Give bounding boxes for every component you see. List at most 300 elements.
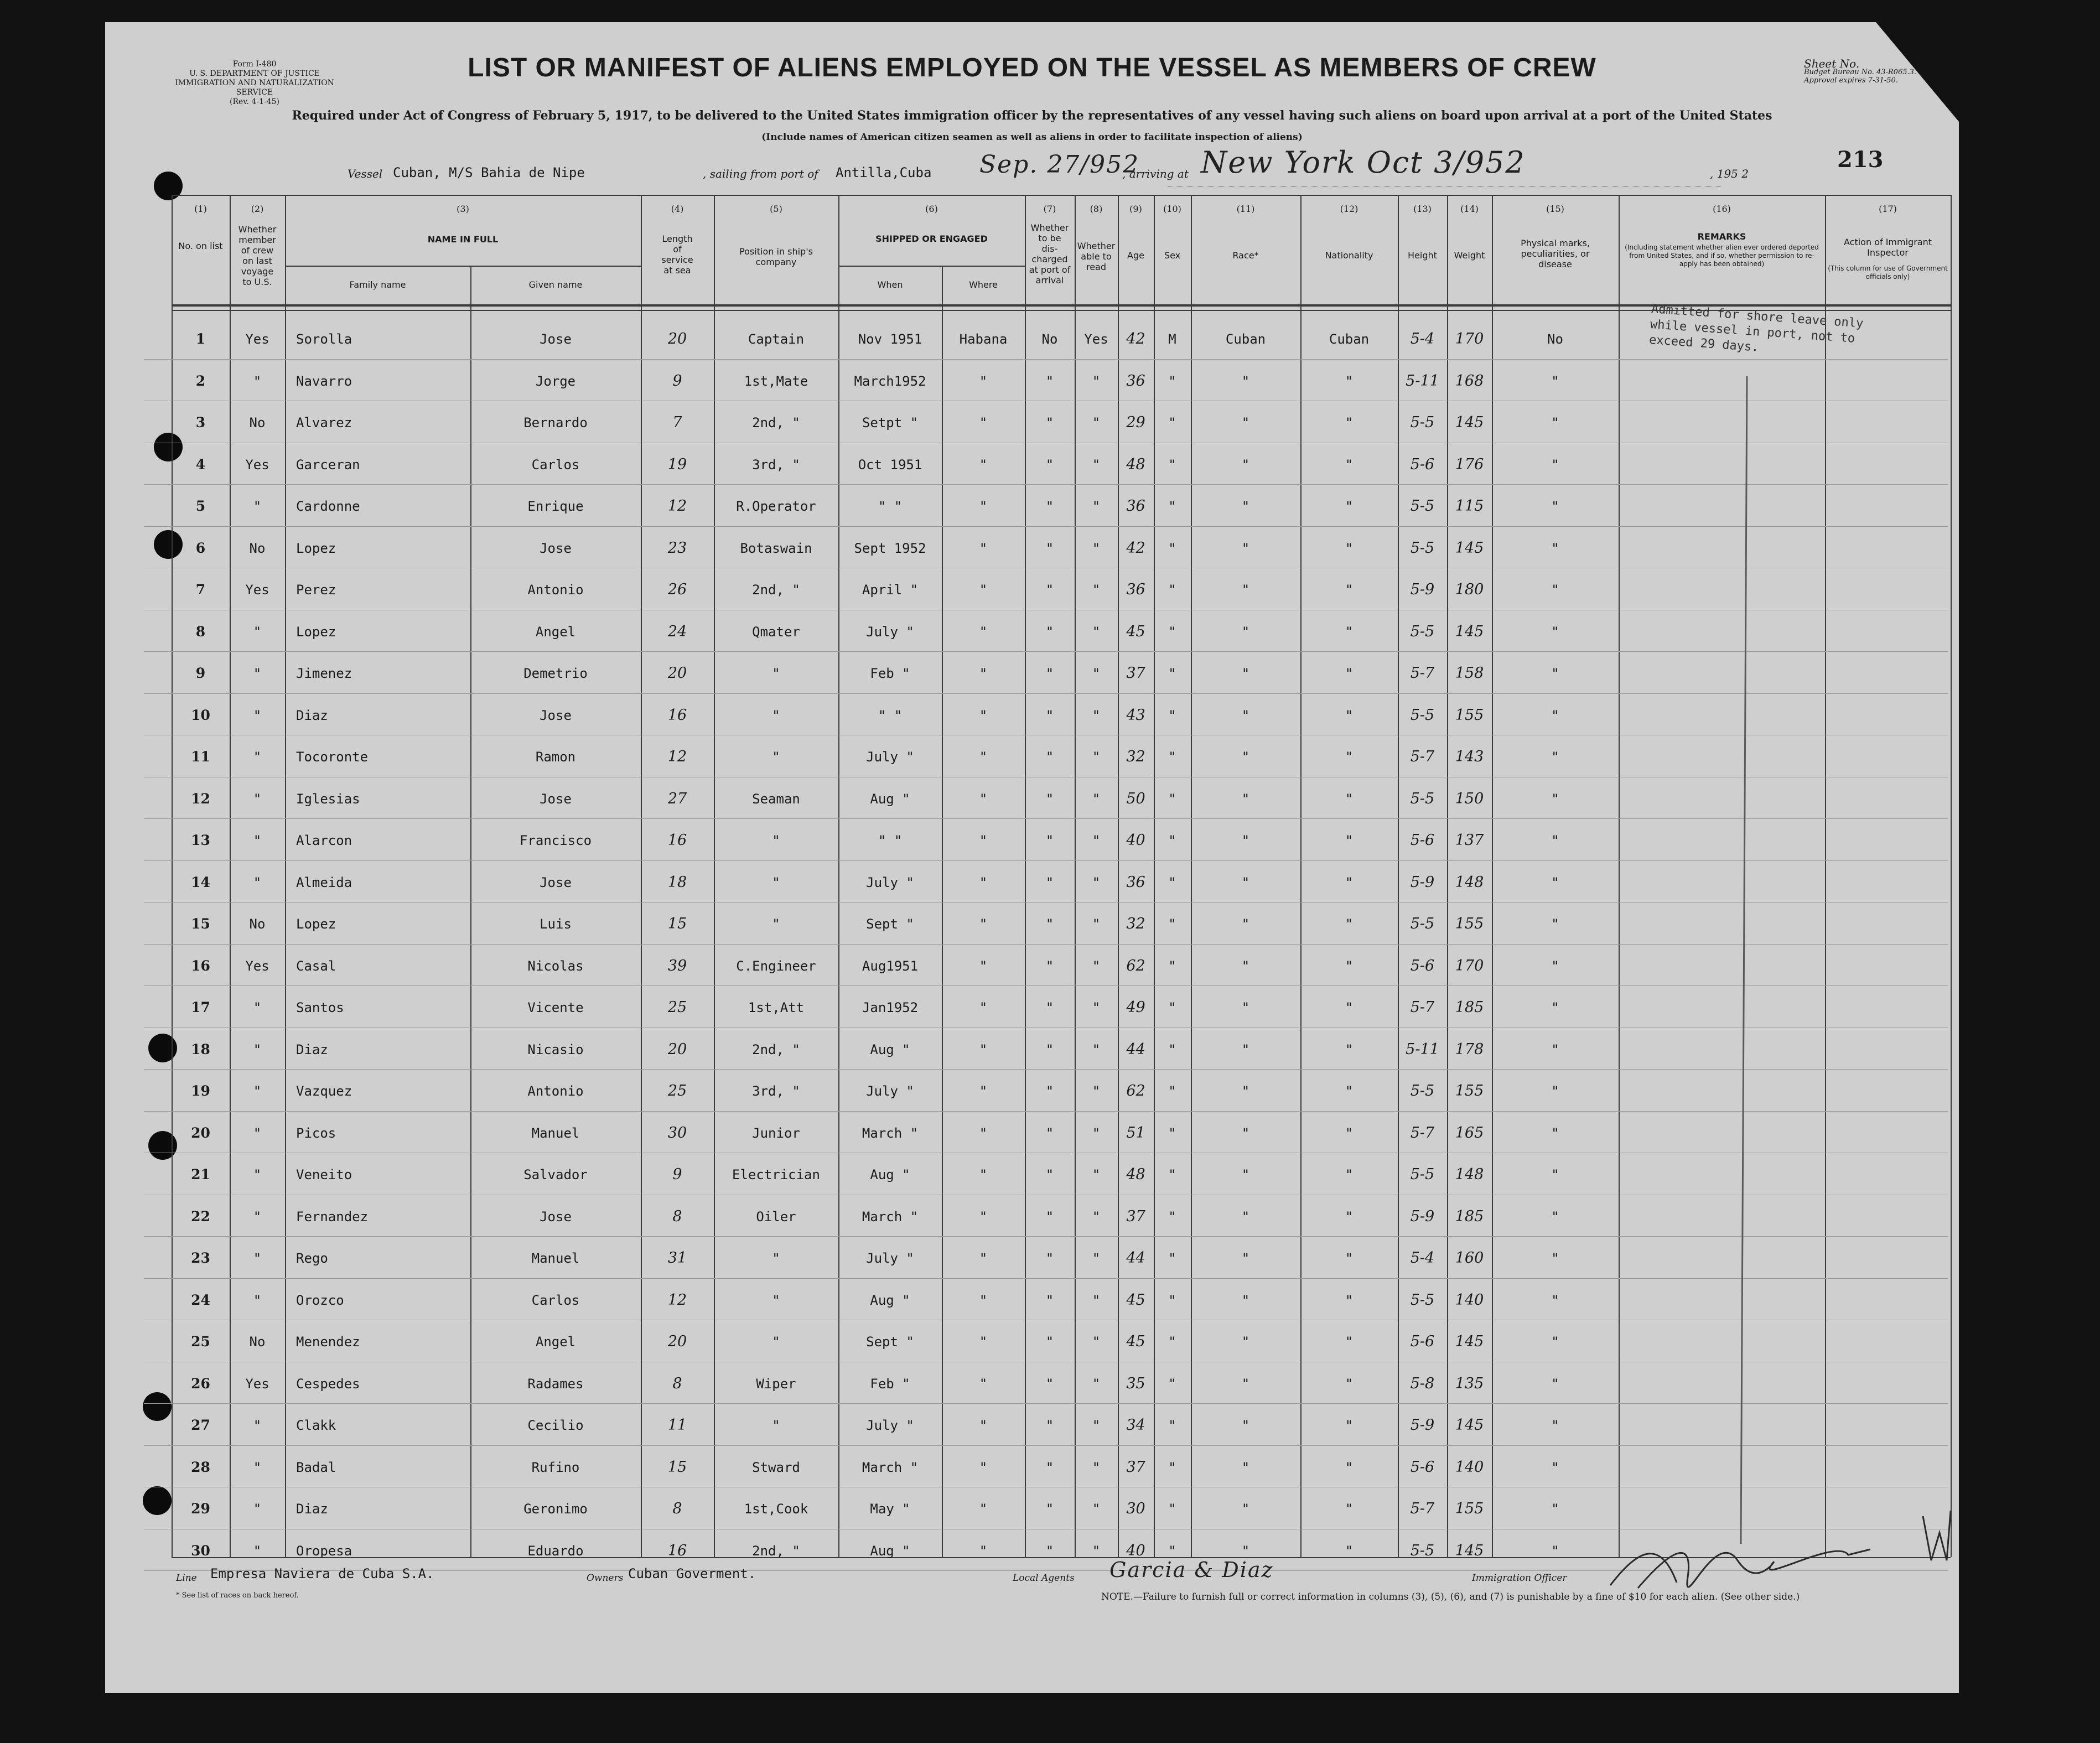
cell-height: 5-7 — [1410, 1500, 1435, 1517]
cell-service: 12 — [667, 748, 687, 765]
cell-no: 13 — [191, 832, 210, 848]
races-note: * See list of races on back hereof. — [176, 1591, 299, 1600]
cell-when: Aug " — [870, 1041, 910, 1057]
cell-race: " — [1241, 499, 1250, 514]
cell-height: 5-5 — [1410, 622, 1435, 640]
cell-marks: " — [1551, 1041, 1559, 1057]
cell-sex: M — [1168, 331, 1176, 347]
cell-weight: 150 — [1455, 790, 1484, 807]
cell-service: 15 — [667, 915, 687, 932]
cell-read: " — [1092, 1000, 1101, 1015]
cell-nationality: " — [1345, 707, 1354, 723]
col-number: (9) — [1129, 204, 1142, 214]
cell-prev: " — [253, 1501, 262, 1517]
col-number: (6) — [925, 204, 938, 214]
cell-sex: " — [1168, 1459, 1176, 1475]
col-header: Nationality — [1325, 250, 1373, 261]
col-header: REMARKS — [1697, 231, 1746, 242]
cell-given: Francisco — [519, 833, 592, 848]
cell-sex: " — [1168, 1208, 1176, 1225]
cell-where: " — [979, 874, 988, 890]
crew-row — [105, 1321, 1959, 1363]
cell-sex: " — [1168, 749, 1176, 765]
col-header: Whether to be dis- charged at port of arrival — [1029, 222, 1071, 286]
cell-prev: " — [253, 833, 262, 848]
col-number: (8) — [1090, 204, 1103, 214]
cell-marks: " — [1551, 1208, 1559, 1225]
cell-service: 23 — [667, 539, 687, 557]
cell-race: " — [1241, 373, 1250, 389]
cell-prev: " — [253, 1208, 262, 1225]
cell-discharged: " — [1045, 1501, 1054, 1517]
crew-row — [105, 1196, 1959, 1238]
crew-row — [105, 1404, 1959, 1446]
cell-race: " — [1241, 1041, 1250, 1057]
cell-race: " — [1241, 1543, 1250, 1559]
row-rule — [144, 1069, 1948, 1070]
cell-sex: " — [1168, 1125, 1176, 1141]
cell-sex: " — [1168, 874, 1176, 890]
cell-prev: No — [249, 916, 266, 932]
cell-position: " — [772, 1334, 780, 1350]
crew-row — [105, 1363, 1959, 1405]
cell-when: March " — [862, 1459, 919, 1475]
cell-given: Manuel — [531, 1125, 580, 1141]
cell-where: " — [979, 666, 988, 681]
cell-prev: " — [253, 1418, 262, 1433]
cell-where: " — [979, 916, 988, 932]
cell-read: " — [1092, 1376, 1101, 1392]
cell-prev: " — [253, 666, 262, 681]
sailing-label: , sailing from port of — [703, 167, 818, 180]
subtitle: Required under Act of Congress of February 5, 1917, to be delivered to the United States immigration officer by the representatives of any vessel having such aliens on board upon arrival at a port of the United States — [292, 108, 1772, 123]
cell-when: July " — [866, 874, 914, 890]
crew-row — [105, 778, 1959, 820]
cell-read: " — [1092, 1125, 1101, 1141]
cell-discharged: " — [1045, 666, 1054, 681]
col-header: Action of Immigrant Inspector — [1844, 237, 1932, 258]
cell-family: Alarcon — [296, 833, 352, 848]
cell-sex: " — [1168, 1418, 1176, 1433]
cell-sex: " — [1168, 540, 1176, 556]
cell-nationality: " — [1345, 540, 1354, 556]
cell-nationality: " — [1345, 373, 1354, 389]
cell-where: " — [979, 582, 988, 598]
cell-sex: " — [1168, 1041, 1176, 1057]
cell-nationality: " — [1345, 1208, 1354, 1225]
cell-nationality: " — [1345, 791, 1354, 807]
col-header: Family name — [349, 279, 406, 290]
cell-given: Nicolas — [527, 958, 584, 974]
cell-marks: " — [1551, 707, 1559, 723]
cell-given: Jorge — [535, 373, 576, 389]
cell-position: Stward — [752, 1459, 800, 1475]
cell-nationality: " — [1345, 499, 1354, 514]
cell-service: 25 — [667, 1082, 687, 1099]
officer-label: Immigration Officer — [1472, 1573, 1567, 1584]
cell-position: 2nd, " — [752, 415, 800, 430]
cell-nationality: " — [1345, 1501, 1354, 1517]
cell-marks: " — [1551, 1292, 1559, 1308]
crew-row — [105, 1446, 1959, 1488]
cell-nationality: " — [1345, 833, 1354, 848]
cell-sex: " — [1168, 373, 1176, 389]
cell-nationality: " — [1345, 1334, 1354, 1350]
cell-where: " — [979, 1418, 988, 1433]
cell-where: " — [979, 1292, 988, 1308]
cell-no: 20 — [191, 1124, 210, 1141]
cell-nationality: " — [1345, 1251, 1354, 1266]
cell-where: " — [979, 1334, 988, 1350]
cell-nationality: " — [1345, 874, 1354, 890]
cell-prev: Yes — [245, 331, 269, 347]
cell-race: " — [1241, 415, 1250, 430]
cell-prev: Yes — [245, 958, 269, 974]
cell-height: 5-7 — [1410, 665, 1435, 682]
cell-height: 5-9 — [1410, 1417, 1435, 1434]
cell-given: Jose — [540, 707, 572, 723]
cell-weight: 145 — [1455, 539, 1484, 557]
cell-where: " — [979, 1251, 988, 1266]
cell-marks: " — [1551, 791, 1559, 807]
cell-weight: 145 — [1455, 1333, 1484, 1350]
cell-read: " — [1092, 1251, 1101, 1266]
cell-no: 3 — [195, 414, 206, 430]
cell-where: " — [979, 958, 988, 974]
crew-row — [105, 1070, 1959, 1112]
cell-when: Aug " — [870, 1543, 910, 1559]
cell-position: Wiper — [756, 1376, 796, 1392]
crew-row — [105, 1237, 1959, 1279]
officer-signature — [1605, 1516, 1915, 1599]
cell-position: " — [772, 666, 780, 681]
cell-where: " — [979, 456, 988, 473]
cell-where: " — [979, 1459, 988, 1475]
cell-position: C.Engineer — [736, 958, 816, 974]
cell-given: Manuel — [531, 1251, 580, 1266]
cell-sex: " — [1168, 1083, 1176, 1099]
cell-race: " — [1241, 1125, 1250, 1141]
cell-no: 28 — [191, 1459, 210, 1475]
cell-when: Sept " — [866, 1334, 914, 1350]
cell-weight: 140 — [1455, 1291, 1484, 1309]
cell-weight: 143 — [1455, 748, 1484, 765]
cell-read: Yes — [1084, 331, 1108, 347]
cell-given: Eduardo — [527, 1543, 584, 1559]
col-header: When — [877, 279, 903, 290]
cell-where: " — [979, 540, 988, 556]
cell-age: 37 — [1126, 1207, 1145, 1225]
cell-height: 5-5 — [1410, 1542, 1435, 1559]
cell-discharged: " — [1045, 1418, 1054, 1433]
cell-where: " — [979, 1041, 988, 1057]
cell-position: " — [772, 833, 780, 848]
cell-service: 26 — [667, 581, 687, 598]
cell-no: 1 — [195, 331, 206, 347]
cell-discharged: " — [1045, 874, 1054, 890]
cell-when: April " — [862, 582, 919, 598]
cell-read: " — [1092, 916, 1101, 932]
row-rule — [144, 944, 1948, 945]
cell-marks: " — [1551, 624, 1559, 640]
col-header: Physical marks, peculiarities, or disease — [1521, 238, 1590, 269]
cell-given: Geronimo — [523, 1501, 588, 1517]
cell-race: " — [1241, 958, 1250, 974]
cell-height: 5-5 — [1410, 1166, 1435, 1183]
cell-no: 16 — [191, 957, 210, 974]
cell-weight: 155 — [1455, 706, 1484, 724]
cell-read: " — [1092, 624, 1101, 640]
cell-height: 5-6 — [1410, 832, 1435, 849]
cell-prev: " — [253, 1041, 262, 1057]
cell-marks: " — [1551, 666, 1559, 681]
cell-when: Aug " — [870, 1292, 910, 1308]
cell-weight: 145 — [1455, 1542, 1484, 1559]
cell-position: " — [772, 749, 780, 765]
col-header: NAME IN FULL — [427, 234, 499, 245]
col-number: (13) — [1413, 204, 1432, 214]
cell-discharged: " — [1045, 540, 1054, 556]
row-rule — [144, 484, 1948, 485]
cell-service: 7 — [672, 414, 682, 431]
cell-read: " — [1092, 1083, 1101, 1099]
cell-height: 5-7 — [1410, 999, 1435, 1016]
crew-row — [105, 527, 1959, 569]
cell-read: " — [1092, 1208, 1101, 1225]
cell-age: 36 — [1126, 372, 1145, 390]
agents-value: Garcia & Diaz — [1109, 1558, 1274, 1582]
cell-where: " — [979, 1167, 988, 1182]
cell-position: " — [772, 1251, 780, 1266]
cell-age: 36 — [1126, 497, 1145, 515]
owners-value: Cuban Goverment. — [628, 1566, 756, 1581]
cell-weight: 145 — [1455, 414, 1484, 431]
crew-row — [105, 987, 1959, 1029]
cell-discharged: " — [1045, 373, 1054, 389]
cell-given: Jose — [540, 874, 572, 890]
crew-row — [105, 611, 1959, 653]
line-value: Empresa Naviera de Cuba S.A. — [210, 1566, 434, 1581]
cell-weight: 170 — [1455, 957, 1484, 974]
cell-age: 45 — [1126, 1291, 1145, 1309]
manifest-page — [105, 22, 1959, 1693]
crew-row — [105, 903, 1959, 945]
cell-given: Vicente — [527, 1000, 584, 1015]
col-number: (15) — [1546, 204, 1564, 214]
sheet-info: Sheet No. Budget Bureau No. 43-R065.3. Approval expires 7-31-50. — [1804, 57, 1917, 85]
col-header: Height — [1408, 250, 1437, 261]
cell-nationality: " — [1345, 1292, 1354, 1308]
cell-height: 5-5 — [1410, 1291, 1435, 1309]
crew-row — [105, 819, 1959, 862]
cell-race: " — [1241, 624, 1250, 640]
col-header: Whether member of crew on last voyage to U.S. — [238, 224, 277, 287]
cell-marks: " — [1551, 1251, 1559, 1266]
cell-discharged: " — [1045, 707, 1054, 723]
cell-weight: 185 — [1455, 1207, 1484, 1225]
crew-row — [105, 1029, 1959, 1071]
cell-prev: " — [253, 624, 262, 640]
cell-position: 3rd, " — [752, 456, 800, 473]
cell-nationality: " — [1345, 666, 1354, 681]
remarks-note: Admitted for shore leave only while vessel in port, not to exceed 29 days. — [1648, 302, 1864, 355]
cell-prev: " — [253, 749, 262, 765]
cell-read: " — [1092, 874, 1101, 890]
crew-row — [105, 569, 1959, 611]
cell-height: 5-7 — [1410, 1124, 1435, 1142]
cell-height: 5-8 — [1410, 1374, 1435, 1392]
cell-prev: " — [253, 1292, 262, 1308]
cell-given: Nicasio — [527, 1041, 584, 1057]
cell-marks: " — [1551, 499, 1559, 514]
cell-when: Aug " — [870, 791, 910, 807]
cell-no: 24 — [191, 1291, 210, 1308]
cell-age: 40 — [1126, 1542, 1145, 1559]
cell-race: " — [1241, 874, 1250, 890]
cell-discharged: " — [1045, 1334, 1054, 1350]
cell-discharged: " — [1045, 958, 1054, 974]
cell-marks: " — [1551, 456, 1559, 473]
cell-given: Rufino — [531, 1459, 580, 1475]
crew-row — [105, 402, 1959, 444]
cell-read: " — [1092, 415, 1101, 430]
cell-marks: " — [1551, 540, 1559, 556]
col-header: Age — [1127, 250, 1144, 261]
cell-given: Cecilio — [527, 1418, 584, 1433]
cell-race: " — [1241, 456, 1250, 473]
cell-where: Habana — [959, 331, 1008, 347]
cell-discharged: " — [1045, 749, 1054, 765]
cell-weight: 155 — [1455, 915, 1484, 932]
cell-age: 32 — [1126, 748, 1145, 765]
cell-prev: " — [253, 1251, 262, 1266]
cell-age: 51 — [1126, 1124, 1145, 1142]
cell-when: May " — [870, 1501, 910, 1517]
cell-prev: " — [253, 707, 262, 723]
cell-nationality: " — [1345, 456, 1354, 473]
cell-service: 20 — [667, 1040, 687, 1058]
vessel-name: Cuban, M/S Bahia de Nipe — [393, 165, 585, 180]
cell-prev: " — [253, 791, 262, 807]
cell-service: 30 — [667, 1124, 687, 1142]
page-title: LIST OR MANIFEST OF ALIENS EMPLOYED ON THE VESSEL AS MEMBERS OF CREW — [468, 53, 1596, 82]
cell-marks: No — [1547, 331, 1563, 347]
cell-service: 11 — [667, 1417, 687, 1434]
cell-where: " — [979, 1501, 988, 1517]
cell-weight: 140 — [1455, 1458, 1484, 1476]
agents-label: Local Agents — [1013, 1573, 1075, 1584]
cell-age: 29 — [1126, 414, 1145, 431]
cell-service: 24 — [667, 622, 687, 640]
col-header-note: (This column for use of Government officials only) — [1828, 264, 1948, 281]
col-header: No. on list — [178, 241, 223, 251]
cell-marks: " — [1551, 916, 1559, 932]
cell-prev: " — [253, 1125, 262, 1141]
cell-weight: 145 — [1455, 1417, 1484, 1434]
cell-discharged: No — [1041, 331, 1058, 347]
cell-discharged: " — [1045, 415, 1054, 430]
owners-label: Owners — [587, 1573, 624, 1584]
cell-position: Junior — [752, 1125, 800, 1141]
cell-race: " — [1241, 707, 1250, 723]
include-note: (Include names of American citizen seamen as well as aliens in order to facilitate inspection of aliens) — [761, 132, 1303, 143]
cell-race: " — [1241, 749, 1250, 765]
crew-row — [105, 945, 1959, 987]
cell-no: 6 — [195, 540, 206, 556]
col-number: (17) — [1879, 204, 1897, 214]
cell-given: Luis — [540, 916, 572, 932]
cell-service: 12 — [667, 497, 687, 515]
cell-race: " — [1241, 791, 1250, 807]
cell-family: Cespedes — [296, 1376, 360, 1392]
cell-weight: 155 — [1455, 1500, 1484, 1517]
cell-race: " — [1241, 1418, 1250, 1433]
cell-given: Bernardo — [523, 415, 588, 430]
cell-marks: " — [1551, 874, 1559, 890]
cell-discharged: " — [1045, 1125, 1054, 1141]
cell-no: 23 — [191, 1250, 210, 1266]
cell-age: 43 — [1126, 706, 1145, 724]
cell-service: 16 — [667, 832, 687, 849]
cell-height: 5-5 — [1410, 1082, 1435, 1099]
cell-read: " — [1092, 373, 1101, 389]
cell-service: 19 — [667, 455, 687, 473]
cell-when: March " — [862, 1208, 919, 1225]
cell-race: " — [1241, 1459, 1250, 1475]
cell-sex: " — [1168, 1501, 1176, 1517]
cell-height: 5-5 — [1410, 414, 1435, 431]
cell-prev: " — [253, 1083, 262, 1099]
cell-where: " — [979, 1208, 988, 1225]
cell-age: 44 — [1126, 1040, 1145, 1058]
cell-given: Jose — [540, 540, 572, 556]
cell-race: " — [1241, 1292, 1250, 1308]
cell-nationality: " — [1345, 916, 1354, 932]
cell-age: 45 — [1126, 1333, 1145, 1350]
cell-service: 12 — [667, 1291, 687, 1309]
penalty-note: NOTE.—Failure to furnish full or correct information in columns (3), (5), (6), and (7) is punishable by a fine of $10 for each alien. (See other side.) — [1101, 1591, 1800, 1602]
cell-marks: " — [1551, 833, 1559, 848]
cell-position: 2nd, " — [752, 582, 800, 598]
cell-service: 9 — [672, 372, 682, 390]
col-header: Race* — [1232, 250, 1259, 261]
cell-where: " — [979, 1000, 988, 1015]
cell-discharged: " — [1045, 1208, 1054, 1225]
cell-age: 49 — [1126, 999, 1145, 1016]
cell-nationality: " — [1345, 415, 1354, 430]
cell-age: 48 — [1126, 455, 1145, 473]
cell-prev: " — [253, 1543, 262, 1559]
cell-given: Jose — [540, 1208, 572, 1225]
cell-family: Diaz — [296, 1501, 328, 1517]
cell-height: 5-6 — [1410, 1333, 1435, 1350]
cell-marks: " — [1551, 1376, 1559, 1392]
col-number: (2) — [251, 204, 264, 214]
cell-read: " — [1092, 582, 1101, 598]
cell-height: 5-7 — [1410, 748, 1435, 765]
row-rule — [144, 818, 1948, 819]
cell-marks: " — [1551, 1418, 1559, 1433]
cell-weight: 168 — [1455, 372, 1484, 390]
cell-no: 25 — [191, 1334, 210, 1350]
cell-given: Jose — [540, 791, 572, 807]
cell-discharged: " — [1045, 1167, 1054, 1182]
cell-no: 4 — [195, 456, 206, 473]
cell-height: 5-5 — [1410, 539, 1435, 557]
cell-nationality: " — [1345, 749, 1354, 765]
cell-position: Botaswain — [740, 540, 812, 556]
cell-no: 7 — [195, 582, 206, 598]
